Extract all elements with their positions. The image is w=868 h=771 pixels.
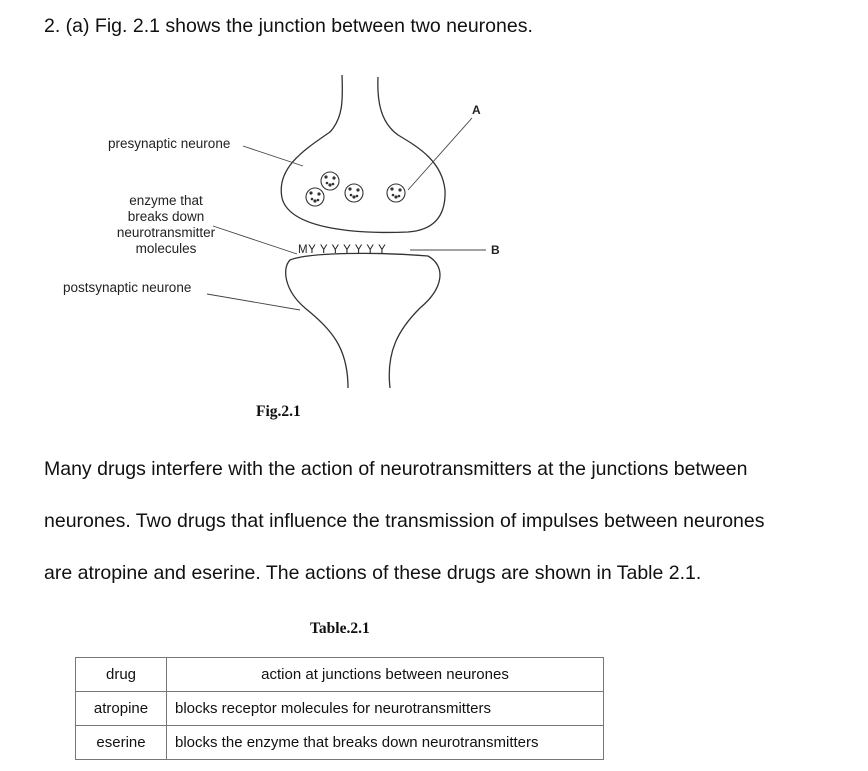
table-row — [76, 692, 604, 726]
figure-caption: Fig.2.1 — [256, 403, 301, 420]
paragraph-line: Many drugs interfere with the action of neurotransmitters at the junctions between — [44, 458, 748, 480]
label-b: B — [491, 243, 500, 257]
label-a: A — [472, 103, 481, 117]
cell-action: blocks the enzyme that breaks down neurotransmitters — [167, 726, 604, 760]
vesicle-group — [306, 172, 405, 206]
enzyme-label-line: enzyme that — [129, 193, 203, 208]
vesicle — [321, 172, 339, 190]
vesicle — [345, 184, 363, 202]
postsynaptic-leader-line — [207, 294, 300, 310]
paragraph-line: are atropine and eserine. The actions of these drugs are shown in Table 2.1. — [44, 562, 702, 584]
header-action: action at junctions between neurones — [167, 658, 604, 692]
postsynaptic-neurone-outline — [286, 253, 440, 388]
enzyme-label-line: molecules — [135, 241, 197, 256]
drug-action-table — [75, 657, 604, 760]
vesicle — [387, 184, 405, 202]
table-row — [76, 726, 604, 760]
enzyme-label-line: breaks down — [127, 209, 205, 224]
cell-drug: atropine — [76, 692, 167, 726]
enzyme-label-line: neurotransmitter — [116, 225, 216, 240]
synapse-figure — [0, 60, 868, 420]
cell-drug: eserine — [76, 726, 167, 760]
paragraph-line: neurones. Two drugs that influence the transmission of impulses between neurones — [44, 510, 765, 532]
header-drug: drug — [76, 658, 167, 692]
presynaptic-label: presynaptic neurone — [108, 136, 231, 151]
postsynaptic-label: postsynaptic neurone — [63, 280, 192, 295]
question-title: 2. (a) Fig. 2.1 shows the junction between two neurones. — [44, 15, 533, 37]
vesicle — [306, 188, 324, 206]
enzyme-label — [108, 193, 224, 257]
presynaptic-leader-line — [243, 146, 303, 166]
table-caption: Table.2.1 — [310, 620, 370, 637]
cell-action: blocks receptor molecules for neurotransmitters — [167, 692, 604, 726]
label-a-leader-line — [408, 118, 472, 190]
presynaptic-neurone-outline — [281, 75, 445, 232]
enzyme-leader-line — [213, 226, 297, 254]
receptor-molecules: MY Y Y Y Y Y Y — [298, 244, 387, 256]
table-header-row — [76, 658, 604, 692]
